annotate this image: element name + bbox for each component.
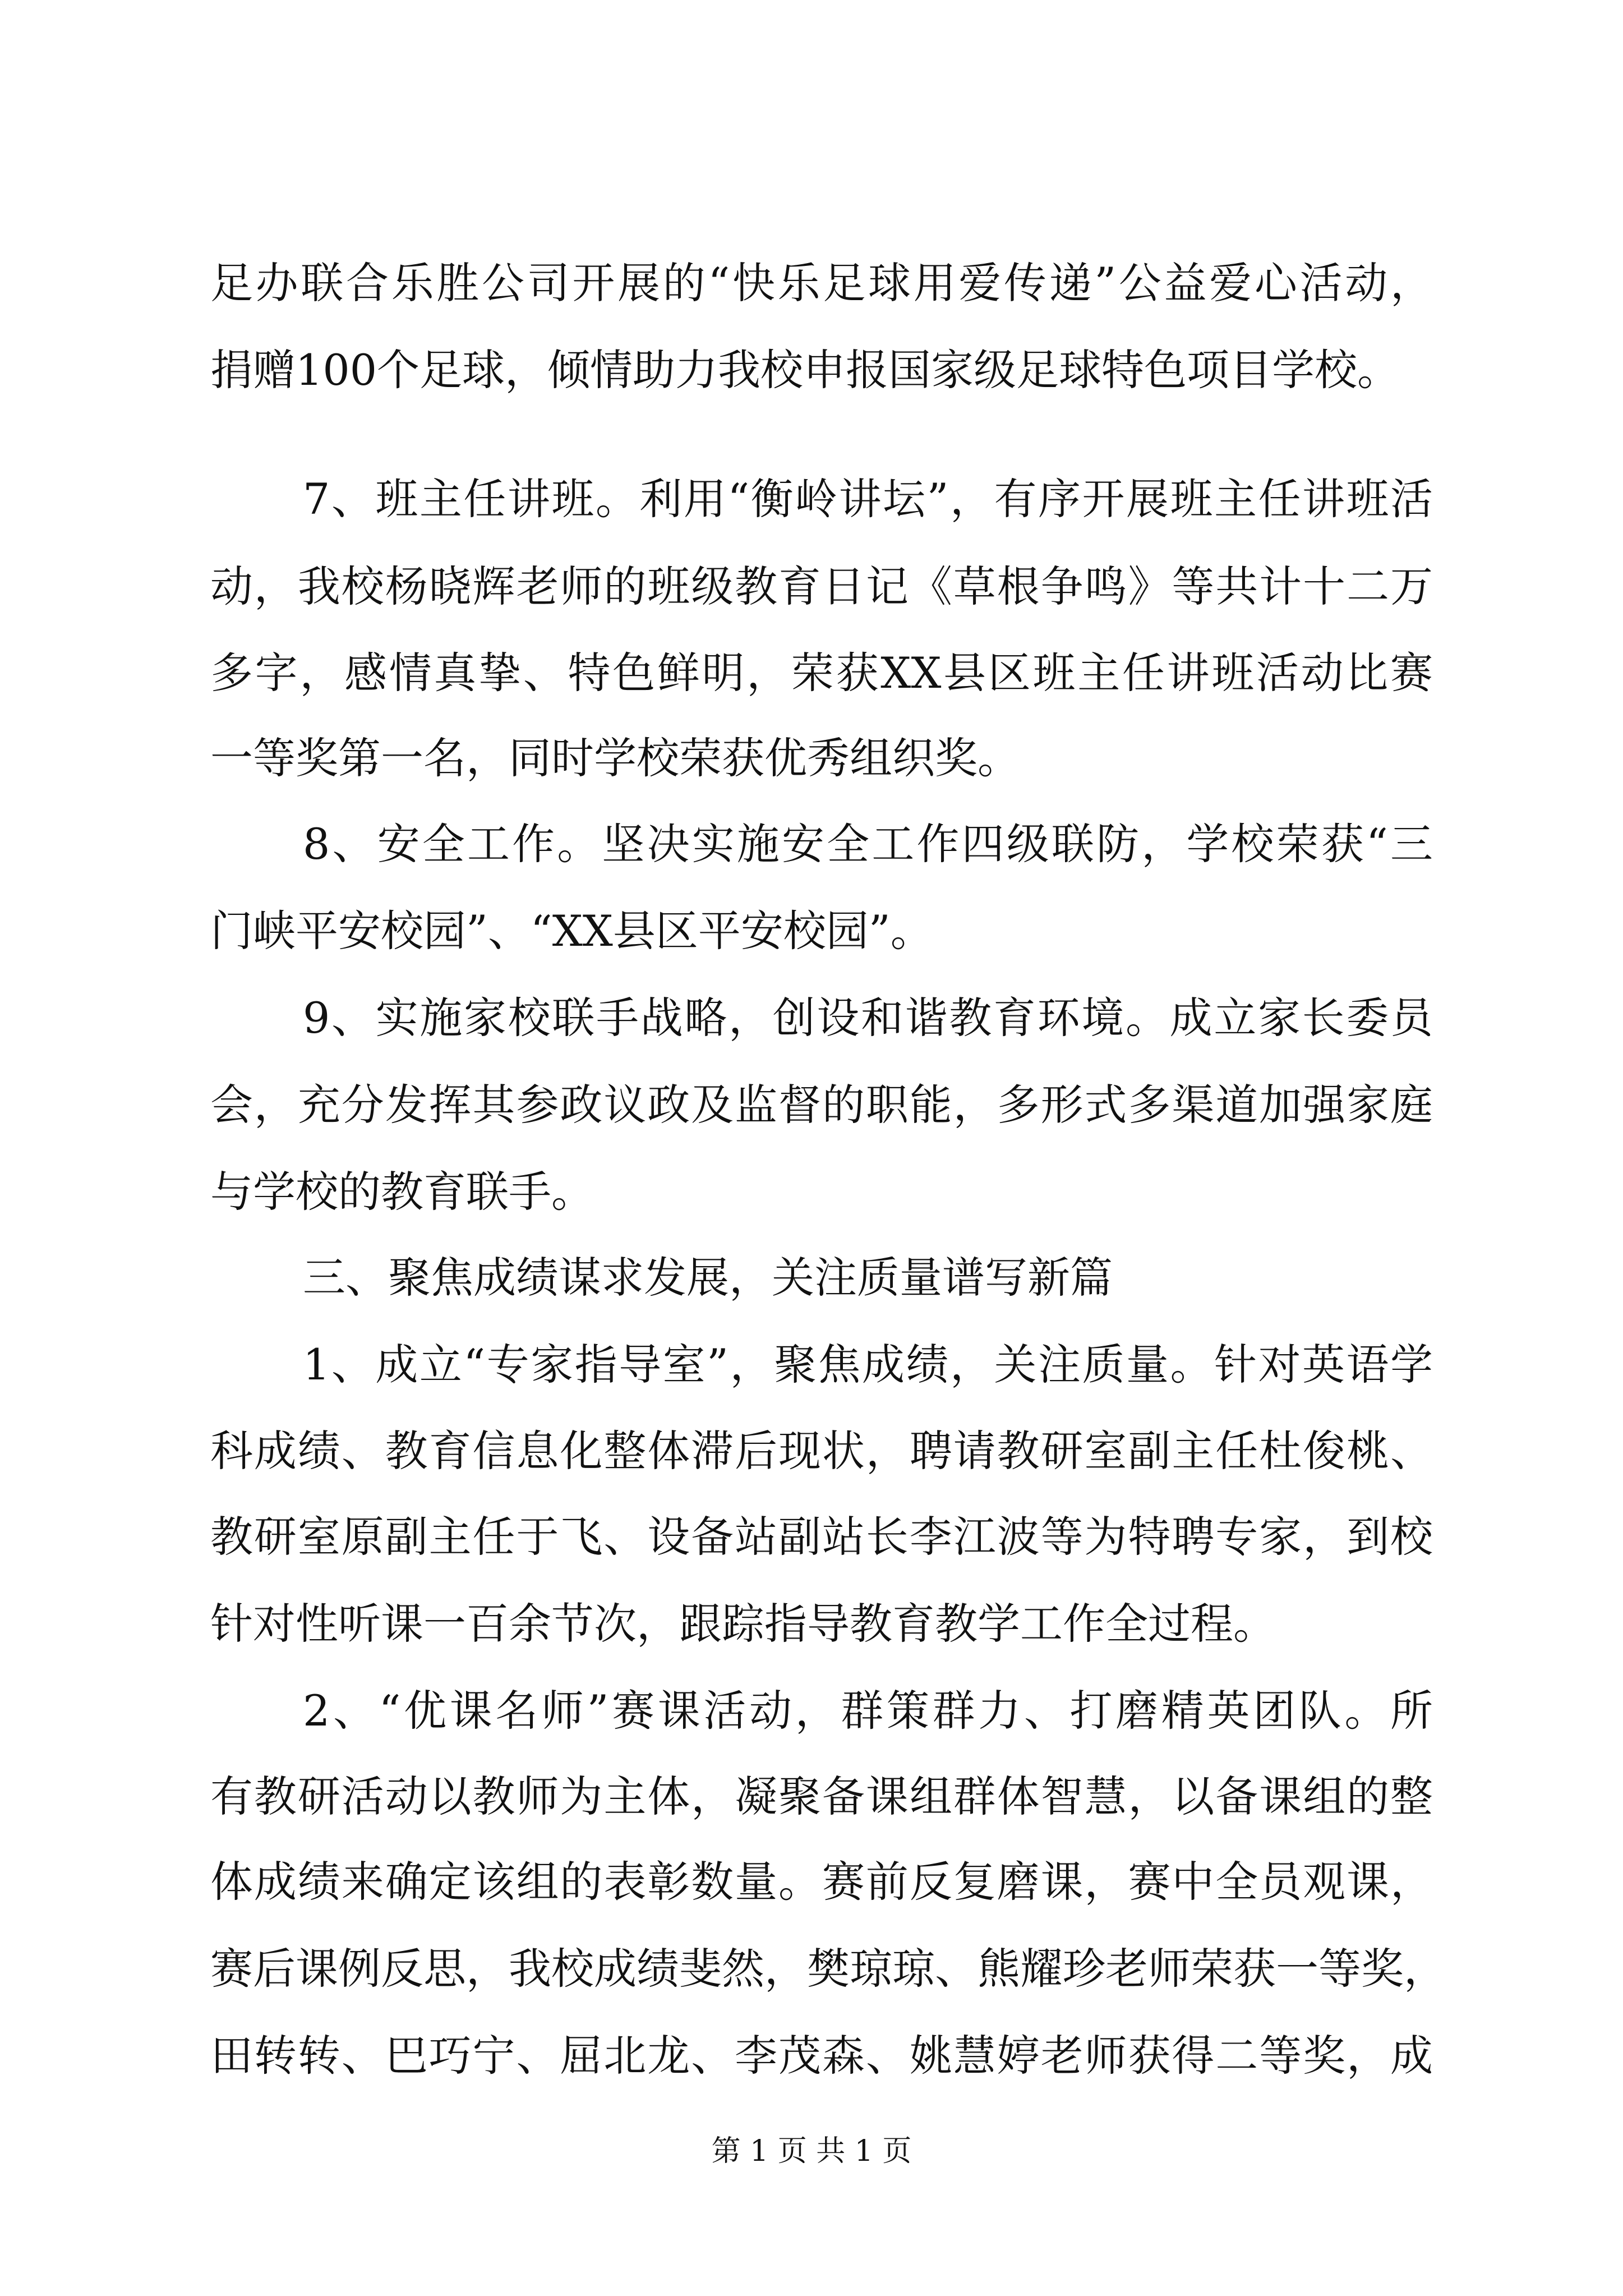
text-line-13: 1、成立“专家指导室”，聚焦成绩，关注质量。针对英语学 (303, 1340, 1433, 1389)
page-number-footer: 第 1 页 共 1 页 (711, 2134, 912, 2168)
text-line-21: 田转转、巴巧宁、屈北龙、李茂森、姚慧婷老师获得二等奖，成 (210, 2031, 1433, 2081)
text-line-16: 针对性听课一百余节次，跟踪指导教育教学工作全过程。 (210, 1599, 1276, 1649)
text-line-9: 9、实施家校联手战略，创设和谐教育环境。成立家长委员 (303, 993, 1433, 1043)
text-line-1: 足办联合乐胜公司开展的“快乐足球用爱传递”公益爱心活动， (210, 258, 1433, 308)
text-line-14: 科成绩、教育信息化整体滞后现状，聘请教研室副主任杜俊桃、 (210, 1426, 1433, 1476)
text-line-17: 2、“优课名师”赛课活动，群策群力、打磨精英团队。所 (303, 1686, 1433, 1736)
text-line-8: 门峡平安校园”、“XX县区平安校园”。 (210, 906, 933, 956)
text-line-7: 8、安全工作。坚决实施安全工作四级联防，学校荣获“三 (303, 819, 1433, 869)
text-line-10: 会，充分发挥其参政议政及监督的职能，多形式多渠道加强家庭 (210, 1080, 1433, 1130)
text-line-18: 有教研活动以教师为主体，凝聚备课组群体智慧，以备课组的整 (210, 1772, 1433, 1821)
text-line-6: 一等奖第一名，同时学校荣获优秀组织奖。 (210, 733, 1020, 783)
section-heading: 三、聚焦成绩谋求发展，关注质量谱写新篇 (303, 1253, 1113, 1303)
text-line-4: 动，我校杨晓辉老师的班级教育日记《草根争鸣》等共计十二万 (210, 562, 1433, 611)
text-line-11: 与学校的教育联手。 (210, 1167, 594, 1217)
text-line-5: 多字，感情真挚、特色鲜明，荣获XX县区班主任讲班活动比赛 (210, 648, 1433, 698)
text-line-2: 捐赠100个足球，倾情助力我校申报国家级足球特色项目学校。 (210, 345, 1400, 395)
text-line-19: 体成绩来确定该组的表彰数量。赛前反复磨课，赛中全员观课， (210, 1857, 1433, 1907)
text-line-15: 教研室原副主任于飞、设备站副站长李江波等为特聘专家，到校 (210, 1512, 1433, 1562)
text-line-3: 7、班主任讲班。利用“衡岭讲坛”，有序开展班主任讲班活 (303, 474, 1433, 524)
text-line-20: 赛后课例反思，我校成绩斐然，樊琼琼、熊耀珍老师荣获一等奖， (210, 1944, 1446, 1994)
